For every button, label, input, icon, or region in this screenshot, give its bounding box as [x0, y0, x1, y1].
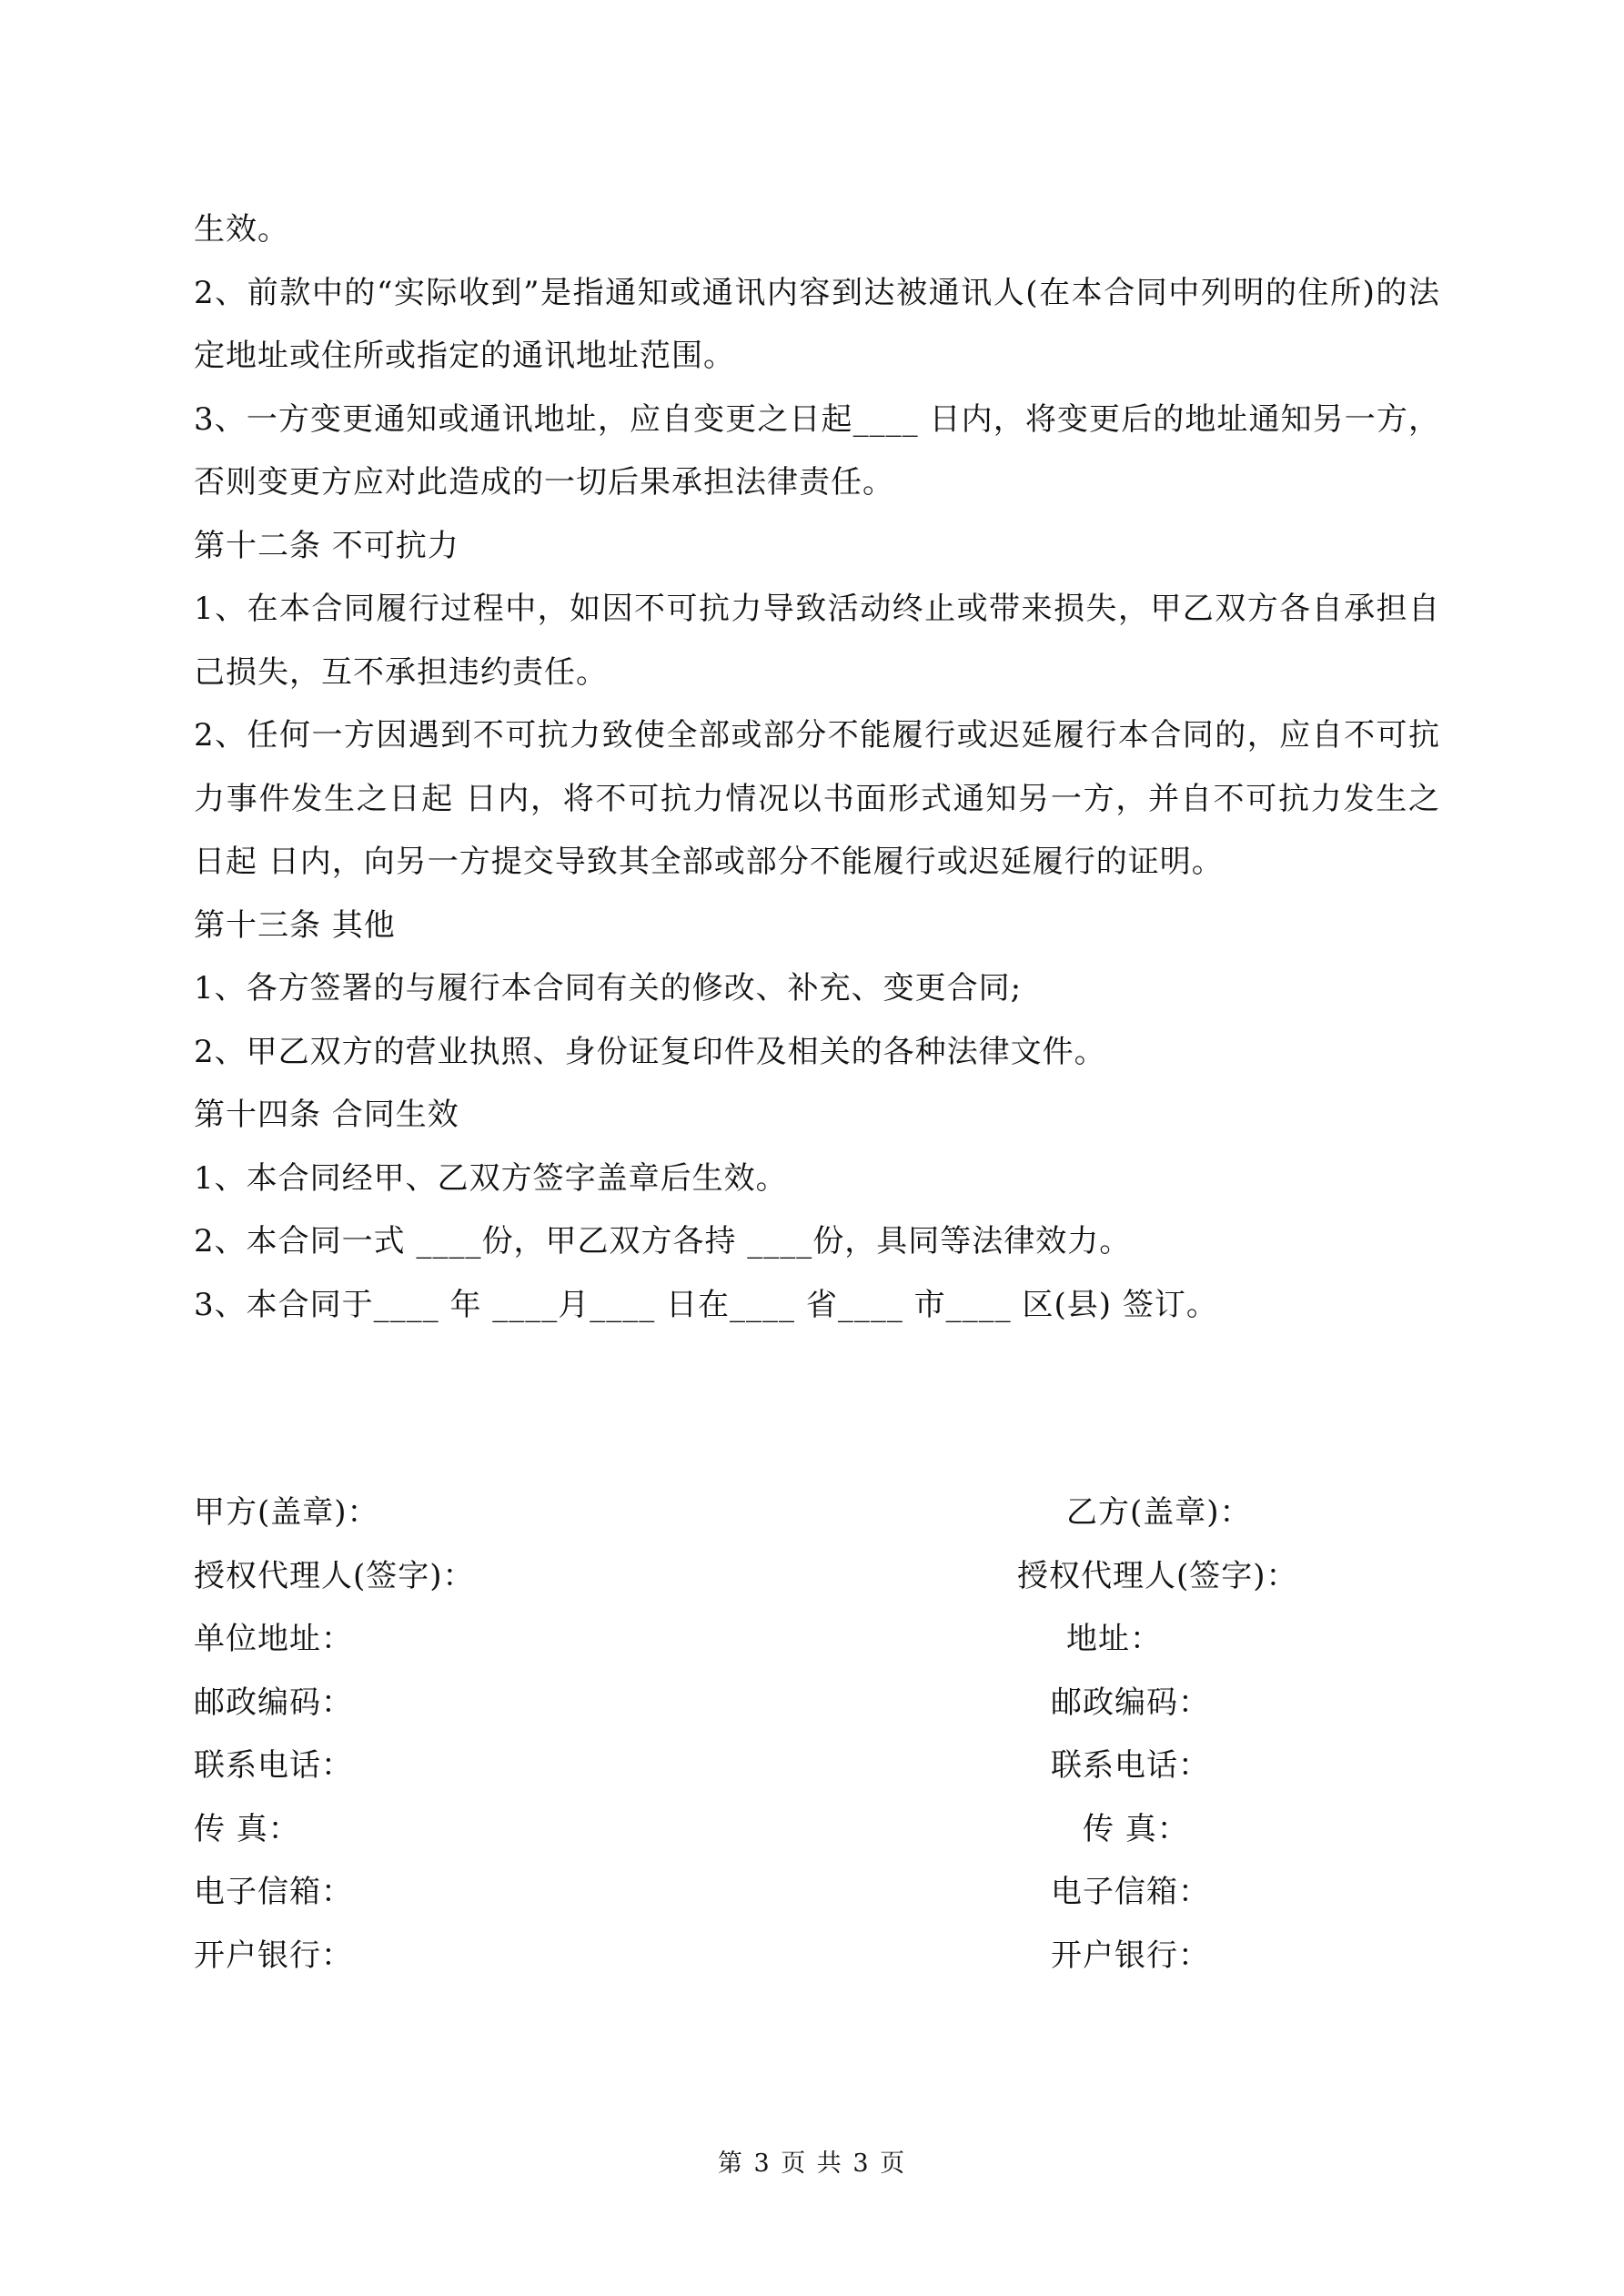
signature-block: [0, 1482, 1624, 1988]
party-a-bank-label: 开户银行：: [194, 1937, 353, 1974]
party-b-postcode-label: 邮政编码：: [1051, 1684, 1210, 1721]
signature-row-email: [0, 1861, 1624, 1925]
paragraph-address-change: 3、一方变更通知或通讯地址，应自变更之日起____ 日内，将变更后的地址通知另一方，否则变更方应对此造成的一切后果承担法律责任。: [194, 400, 1440, 501]
party-b-fax-label: 传 真：: [1083, 1810, 1189, 1847]
signature-row-postcode: [0, 1672, 1624, 1735]
signature-row-address: [0, 1608, 1624, 1672]
signature-row-phone: [0, 1735, 1624, 1798]
party-b-address-label: 地址：: [1066, 1621, 1162, 1657]
signature-row-bank: [0, 1925, 1624, 1988]
paragraph-effect-3: 3、本合同于____ 年 ____月____ 日在____ 省____ 市____ 区(县) 签订。: [194, 1286, 1218, 1323]
party-b-agent-label: 授权代理人(签字)：: [1017, 1557, 1298, 1594]
party-b-phone-label: 联系电话：: [1051, 1747, 1210, 1784]
paragraph-force-majeure-2: 2、任何一方因遇到不可抗力致使全部或部分不能履行或迟延履行本合同的，应自不可抗力事件发生之日起 日内，将不可抗力情况以书面形式通知另一方，并自不可抗力发生之日起 日内，向另一方提交导致其全部或部分不能履行或迟延履行的证明。: [194, 717, 1440, 880]
paragraph-effect-1: 1、本合同经甲、乙双方签字盖章后生效。: [194, 1159, 788, 1197]
signature-row-agent: [0, 1545, 1624, 1609]
party-a-seal-label: 甲方(盖章)：: [194, 1494, 379, 1531]
party-a-email-label: 电子信箱：: [194, 1874, 353, 1910]
page-number-footer: 第 3 页 共 3 页: [717, 2149, 907, 2178]
party-b-seal-label: 乙方(盖章)：: [1066, 1494, 1252, 1531]
signature-row-seal: [0, 1482, 1624, 1545]
party-a-phone-label: 联系电话：: [194, 1747, 353, 1784]
party-a-postcode-label: 邮政编码：: [194, 1684, 353, 1721]
paragraph-continuation: 生效。: [194, 211, 289, 248]
paragraph-force-majeure-1: 1、在本合同履行过程中，如因不可抗力导致活动终止或带来损失，甲乙双方各自承担自己损失，互不承担违约责任。: [194, 591, 1440, 691]
party-a-fax-label: 传 真：: [194, 1810, 300, 1847]
party-a-agent-label: 授权代理人(签字)：: [194, 1557, 475, 1594]
paragraph-actual-receipt: 2、前款中的“实际收到”是指通知或通讯内容到达被通讯人(在本合同中列明的住所)的法定地址或住所或指定的通讯地址范围。: [194, 274, 1440, 374]
article-12-heading: 第十二条 不可抗力: [194, 527, 459, 564]
signature-row-fax: [0, 1798, 1624, 1862]
paragraph-other-1: 1、各方签署的与履行本合同有关的修改、补充、变更合同;: [194, 970, 1023, 1006]
party-b-bank-label: 开户银行：: [1051, 1937, 1210, 1974]
contract-body: [194, 198, 1440, 1337]
paragraph-effect-2: 2、本合同一式 ____份，甲乙双方各持 ____份，具同等法律效力。: [194, 1223, 1132, 1259]
article-14-heading: 第十四条 合同生效: [194, 1097, 459, 1133]
party-a-address-label: 单位地址：: [194, 1621, 353, 1657]
paragraph-other-2: 2、甲乙双方的营业执照、身份证复印件及相关的各种法律文件。: [194, 1033, 1106, 1070]
article-13-heading: 第十三条 其他: [194, 906, 396, 944]
party-b-email-label: 电子信箱：: [1051, 1874, 1210, 1910]
